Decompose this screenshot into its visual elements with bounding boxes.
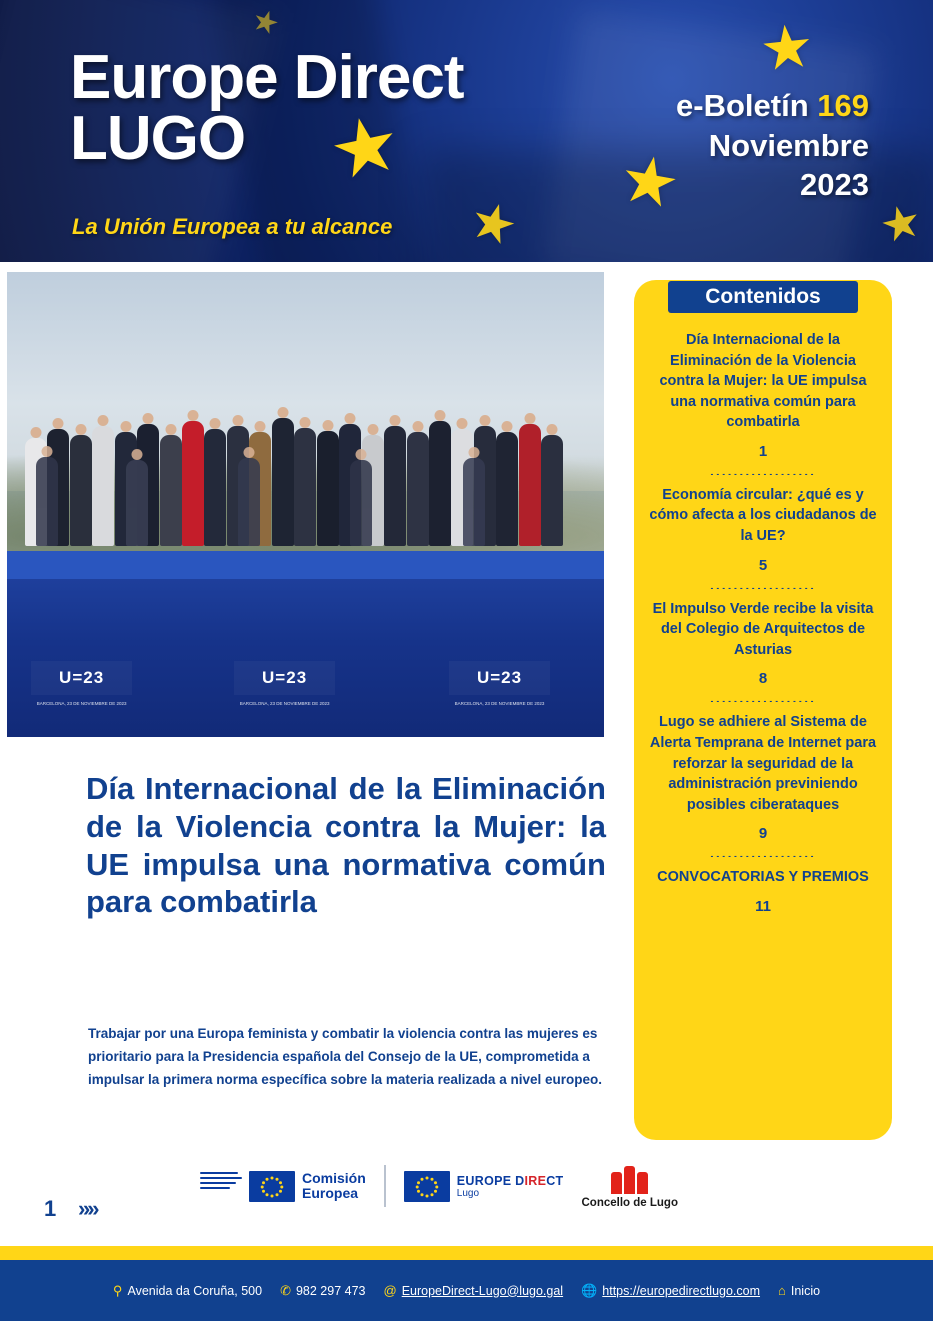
contact-phone[interactable] — [280, 1283, 365, 1299]
home-icon: ⌂ — [778, 1283, 786, 1298]
toc-entry-page: 9 — [758, 825, 768, 843]
eu-star-icon: ★ — [614, 139, 686, 223]
feature-photo — [7, 272, 604, 737]
issue-month: Noviembre — [708, 127, 869, 163]
eu-star-icon: ★ — [247, 2, 284, 43]
phone-icon: ✆ — [280, 1282, 291, 1298]
toc-entry-title: Economía circular: ¿qué es y cómo afecta a los ciudadanos de la UE? — [649, 486, 877, 545]
masthead-title-line1: Europe Direct — [70, 43, 464, 112]
header-banner — [0, 0, 933, 262]
contact-website[interactable] — [581, 1283, 760, 1299]
contact-email-text: EuropeDirect-Lugo@lugo.gal — [401, 1283, 564, 1298]
contact-website-text: https://europedirectlugo.com — [602, 1283, 761, 1298]
ec-emblem-lines — [200, 1171, 242, 1201]
next-page-arrows-icon[interactable]: »» — [78, 1196, 97, 1221]
contact-phone-text: 982 297 473 — [295, 1283, 366, 1298]
home-link-text: Inicio — [790, 1283, 821, 1298]
contact-bar — [0, 1260, 933, 1321]
contact-address-text: Avenida da Coruña, 500 — [127, 1283, 263, 1298]
ec-logo-line2: Europea — [302, 1185, 359, 1201]
toc-entry[interactable] — [640, 867, 886, 915]
toc-entry-page: 1 — [758, 442, 768, 460]
contact-address — [113, 1283, 262, 1299]
concello-towers-icon — [582, 1164, 678, 1194]
toc-entry-page: 8 — [758, 670, 768, 688]
concello-de-lugo-logo — [582, 1164, 678, 1209]
table-of-contents — [640, 330, 886, 919]
toc-separator: .................. — [709, 463, 816, 475]
contact-email[interactable] — [383, 1283, 563, 1298]
toc-entry[interactable] — [640, 485, 886, 589]
ec-logo-text — [302, 1171, 366, 1202]
photo-group-of-leaders — [25, 407, 586, 547]
feature-lede: Trabajar por una Europa feminista y combatir la violencia contra las mujeres es prioritario para la Presidencia española del Consejo de la UE, comprometida a impulsar la primera norma específica sobre la materia realizada a nivel europeo. — [88, 1026, 602, 1088]
toc-entry-page: 5 — [758, 556, 768, 574]
eu-star-icon: ★ — [874, 192, 927, 254]
concello-logo-text: Concello de Lugo — [581, 1196, 678, 1209]
toc-entry-title: Día Internacional de la Eliminación de la Violencia contra la Mujer: la UE impulsa una normativa común para combatirla — [659, 332, 867, 431]
eu-stars-circle-icon — [404, 1171, 450, 1202]
toc-entry-title: El Impulso Verde recibe la visita del Colegio de Arquitectos de Asturias — [652, 600, 874, 658]
stage-sign-caption: BARCELONA, 23 DE NOVIEMBRE DE 2023 — [36, 701, 127, 707]
toc-entry-title: Lugo se adhiere al Sistema de Alerta Temprana de Internet para reforzar la seguridad de la administración previniendo posibles ciberataques — [649, 714, 877, 813]
eu-star-icon: ★ — [462, 189, 524, 259]
toc-separator: .................. — [709, 691, 816, 703]
globe-icon: 🌐 — [581, 1282, 598, 1298]
logo-divider — [384, 1165, 386, 1207]
bulletin-label: e-Boletín — [676, 88, 809, 123]
ec-logo-line1: Comisión — [302, 1169, 366, 1186]
stage-sign — [234, 661, 335, 707]
photo-stage — [7, 579, 604, 737]
toc-entry[interactable] — [640, 330, 886, 475]
toc-entry-page: 11 — [755, 897, 771, 915]
stage-sign-caption: BARCELONA, 23 DE NOVIEMBRE DE 2023 — [454, 701, 545, 707]
eu-flag-icon — [404, 1171, 450, 1202]
toc-entry-title: CONVOCATORIAS Y PREMIOS — [657, 869, 869, 886]
stage-sign — [31, 661, 132, 707]
feature-headline: Día Internacional de la Eliminación de la Violencia contra la Mujer: la UE impulsa una normativa común para combatirla — [86, 771, 606, 920]
issue-line — [676, 86, 869, 126]
europe-direct-logo-text — [457, 1174, 564, 1199]
stage-sign-caption: BARCELONA, 23 DE NOVIEMBRE DE 2023 — [239, 701, 330, 707]
europe-direct-logo — [404, 1171, 564, 1202]
partner-logos — [200, 1155, 740, 1217]
stage-sign-text: U=23 — [476, 668, 523, 688]
toc-entry[interactable] — [640, 599, 886, 703]
ed-word-part-red: IRE — [524, 1173, 547, 1188]
bulletin-number: 169 — [817, 88, 869, 123]
masthead-title — [70, 43, 464, 173]
issue-year: 2023 — [800, 167, 869, 203]
stage-sign-text: U=23 — [262, 668, 308, 688]
toc-separator: .................. — [709, 846, 816, 858]
home-link[interactable] — [778, 1283, 820, 1298]
masthead-subtitle: La Unión Europea a tu alcance — [72, 214, 393, 239]
stage-sign — [449, 661, 550, 707]
eu-star-icon: ★ — [756, 11, 818, 84]
ed-word-part2: CT — [546, 1173, 564, 1188]
issue-info — [676, 86, 869, 205]
eu-stars-circle-icon — [249, 1171, 295, 1202]
photo-stage-edge — [7, 551, 604, 579]
ed-word-part1: EUROPE D — [456, 1173, 525, 1188]
eu-star-icon: ★ — [321, 96, 409, 198]
ed-logo-wordmark — [457, 1174, 564, 1188]
at-icon: @ — [383, 1283, 397, 1298]
toc-entry[interactable] — [640, 712, 886, 857]
location-pin-icon: ⚲ — [112, 1282, 123, 1298]
european-commission-logo — [200, 1171, 366, 1202]
ed-logo-city: Lugo — [456, 1187, 480, 1199]
yellow-divider-bar — [0, 1246, 933, 1260]
page-number: 1 — [44, 1196, 57, 1221]
stage-sign-text: U=23 — [59, 668, 105, 688]
masthead-title-line2: LUGO — [70, 103, 246, 173]
eu-flag-icon — [249, 1171, 295, 1202]
contents-title: Contenidos — [668, 281, 858, 313]
toc-separator: .................. — [709, 577, 816, 589]
